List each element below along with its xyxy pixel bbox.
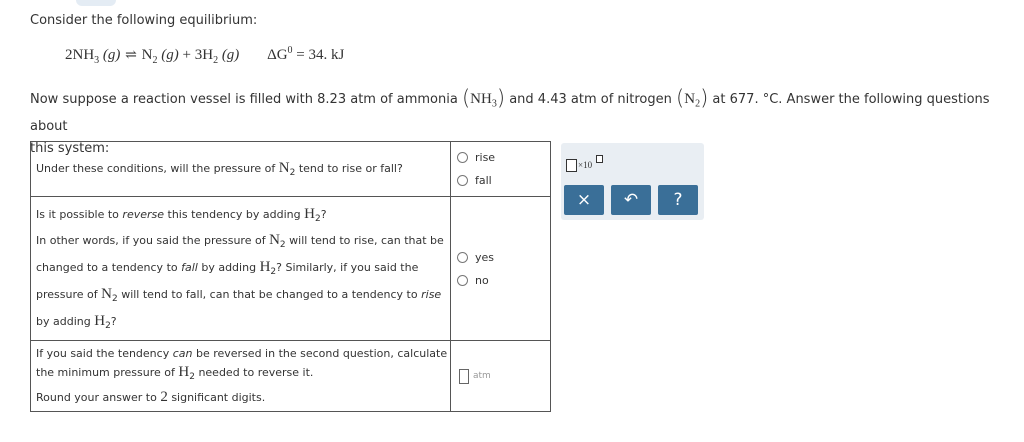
equilibrium-equation xyxy=(65,45,344,66)
ammonia-pressure: 8.23 xyxy=(317,92,347,107)
q2-l2-formula: N xyxy=(269,232,280,248)
eq-reactant: 2NH xyxy=(65,47,95,63)
undo-icon: ↶ xyxy=(623,190,639,210)
close-icon: × xyxy=(576,190,592,210)
q2-l3c: ? Similarly, if you said the xyxy=(276,261,419,274)
radio-yes[interactable] xyxy=(457,252,468,263)
question-1-answers xyxy=(451,142,550,196)
q3-l2-formula: H xyxy=(178,364,190,380)
times-ten-label: ×10 xyxy=(578,160,593,170)
setup-t3: and xyxy=(509,92,534,107)
question-row-1 xyxy=(31,142,550,197)
q1-formula-sub: 2 xyxy=(289,168,296,179)
nitrogen-sub: 2 xyxy=(695,98,701,110)
q2-l1i: reverse xyxy=(122,208,165,221)
undo-button[interactable] xyxy=(611,185,651,215)
setup-text: Now suppose a reaction vessel is filled with 8.23 atm of ammonia $(NH_3)$ and 4.43 atm of nitrogen $(N_2)$ at 677. °C. Answer the following questions about this system: xyxy=(30,86,990,156)
ammonia-sub: 3 xyxy=(491,98,497,110)
q2-l2a: In other words, if you said the pressure of xyxy=(36,234,266,247)
q1-formula: N xyxy=(278,160,290,176)
setup-t5: at xyxy=(712,92,726,107)
q3-l1i: can xyxy=(172,347,193,360)
eq-plus: + xyxy=(182,47,191,63)
q2-l3a: changed to a tendency to xyxy=(36,261,178,274)
clear-button[interactable] xyxy=(564,185,604,215)
q3-l1b: be reversed in the second question, calculate xyxy=(195,347,448,360)
q2-l5c: ? xyxy=(110,315,117,328)
q2-l2-sub: 2 xyxy=(279,240,286,251)
delta-g-label: ΔG xyxy=(267,47,288,63)
setup-t2: atm of ammonia xyxy=(350,92,458,107)
intro-text: Consider the following equilibrium: xyxy=(30,13,258,28)
setup-t4: atm of nitrogen xyxy=(570,92,672,107)
question-2-cell xyxy=(31,197,451,340)
radio-no[interactable] xyxy=(457,275,468,286)
delta-g-value: = 34. kJ xyxy=(296,47,345,63)
pressure-answer-input[interactable] xyxy=(459,369,469,384)
eq-product2-state: (g) xyxy=(221,47,240,63)
setup-t7: this system: xyxy=(30,140,110,156)
eq-product1-state: (g) xyxy=(161,47,179,63)
top-tab-indicator xyxy=(76,0,116,6)
eq-product1: N xyxy=(141,47,153,63)
q3-sig-digits: 2 xyxy=(160,389,168,405)
radio-yes-label[interactable]: yes xyxy=(475,251,495,264)
eq-arrow: ⇌ xyxy=(125,48,137,63)
q3-l2a: the minimum pressure of xyxy=(36,366,175,379)
question-3-cell xyxy=(31,341,451,411)
q2-l2b: will tend to rise, can that be xyxy=(289,234,444,247)
radio-rise[interactable] xyxy=(457,152,468,163)
q2-l4-formula: N xyxy=(101,286,112,302)
ammonia-formula: NH xyxy=(470,91,492,107)
radio-no-label[interactable]: no xyxy=(475,274,489,287)
q2-l5-sub: 2 xyxy=(105,321,111,332)
q2-l1a: Is it possible to xyxy=(36,208,119,221)
help-icon: ? xyxy=(673,190,683,210)
q2-l4b: will tend to fall, can that be changed to a tendency to xyxy=(121,288,418,301)
q2-l4i: rise xyxy=(421,288,442,301)
delta-g-sup: 0 xyxy=(287,45,293,56)
question-3-answers xyxy=(451,341,550,411)
q3-l2-sub: 2 xyxy=(189,372,195,383)
q2-l4a: pressure of xyxy=(36,288,98,301)
q2-l1c: ? xyxy=(320,208,327,221)
eq-product2-sub: 2 xyxy=(213,55,219,66)
pressure-unit: atm xyxy=(473,371,491,381)
question-2-answers xyxy=(451,197,550,340)
q2-l4-sub: 2 xyxy=(111,294,118,305)
q2-l1-formula: H xyxy=(304,206,315,222)
radio-fall-label[interactable]: fall xyxy=(475,174,492,187)
q2-l3i: fall xyxy=(181,261,198,274)
q3-l2b: needed to reverse it. xyxy=(198,366,314,379)
mantissa-box-icon xyxy=(566,159,577,172)
exponent-box-icon xyxy=(596,155,603,163)
nitrogen-pressure: 4.43 xyxy=(537,92,567,107)
radio-fall[interactable] xyxy=(457,175,468,186)
eq-product2: 3H xyxy=(194,47,214,63)
setup-t6: . Answer the following questions about xyxy=(30,92,990,134)
q2-l5-formula: H xyxy=(94,313,106,329)
q2-l3-formula: H xyxy=(259,259,271,275)
q2-l5a: by adding xyxy=(36,315,91,328)
scientific-notation-button[interactable] xyxy=(566,155,606,175)
question-row-3 xyxy=(31,341,550,411)
eq-product1-sub: 2 xyxy=(152,55,158,66)
q1-text-b: tend to rise or fall? xyxy=(298,162,403,175)
question-table xyxy=(30,141,551,412)
question-row-2 xyxy=(31,197,550,341)
radio-rise-label[interactable]: rise xyxy=(475,151,496,164)
q2-l3-sub: 2 xyxy=(270,267,277,278)
q2-l1b: this tendency by adding xyxy=(167,208,301,221)
q2-l1-sub: 2 xyxy=(314,214,321,225)
q1-text-a: Under these conditions, will the pressure of xyxy=(36,162,276,175)
q3-l3a: Round your answer to xyxy=(36,391,157,404)
help-button[interactable] xyxy=(658,185,698,215)
answer-toolbar xyxy=(561,143,704,220)
eq-reactant-state: (g) xyxy=(102,47,121,63)
temperature: 677. °C xyxy=(729,92,779,107)
eq-reactant-sub: 3 xyxy=(94,55,100,66)
q2-l3b: by adding xyxy=(201,261,257,274)
q3-l1a: If you said the tendency xyxy=(36,347,170,360)
nitrogen-formula: N xyxy=(684,91,696,107)
q3-l3b: significant digits. xyxy=(171,391,266,404)
setup-t1: Now suppose a reaction vessel is filled with xyxy=(30,92,313,107)
question-1-cell xyxy=(31,142,451,196)
